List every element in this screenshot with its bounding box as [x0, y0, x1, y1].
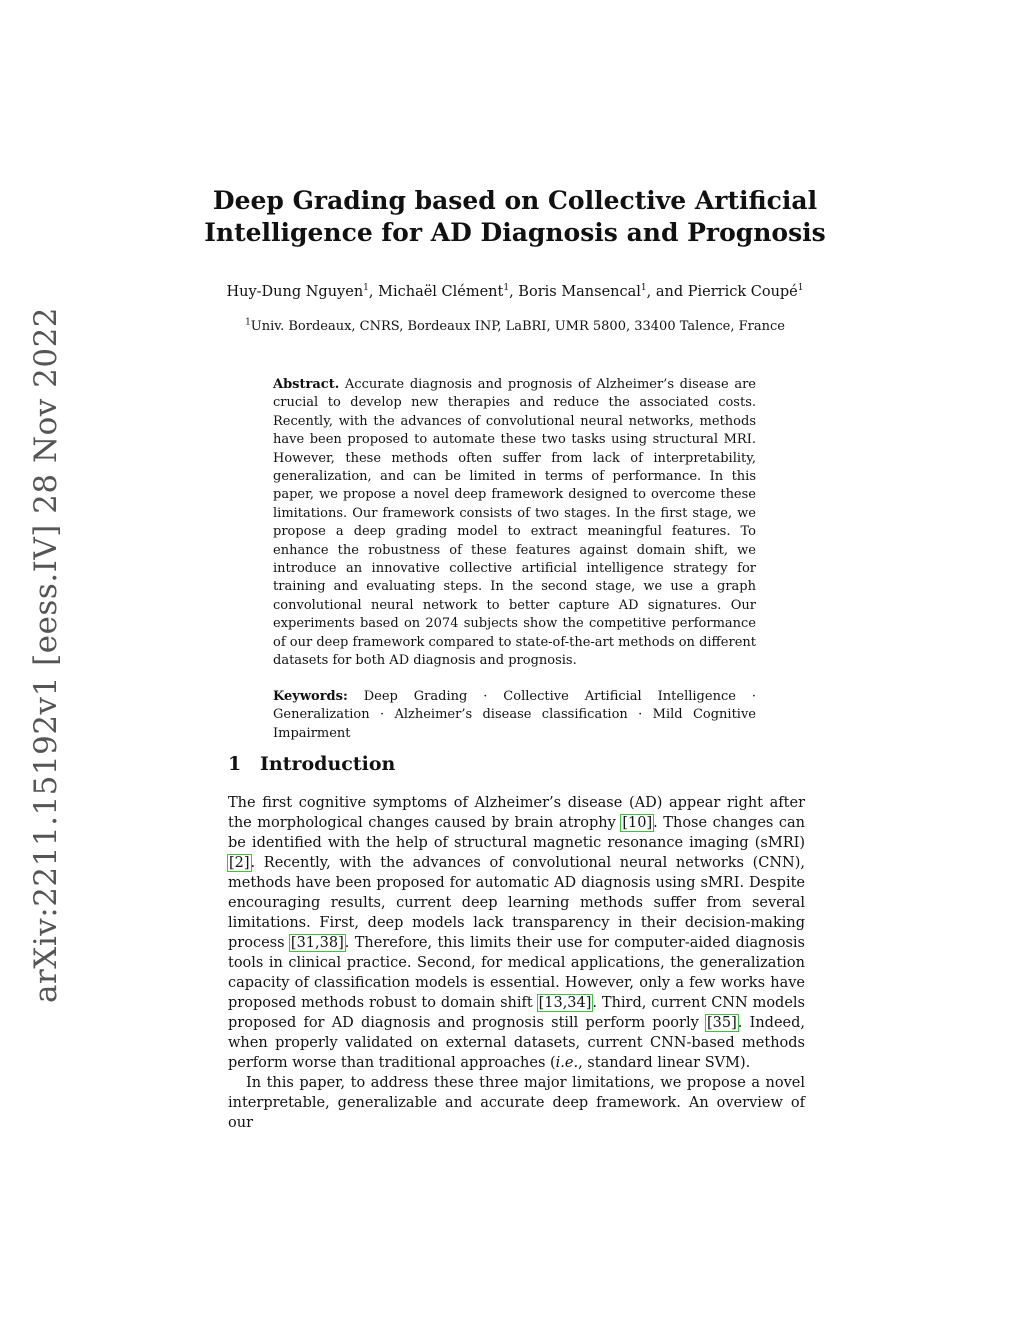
- affiliation-mark: 1: [503, 283, 510, 294]
- text-run: . Third, current CNN models proposed for AD diagnosis and prognosis still perform poorly: [228, 995, 805, 1031]
- text-run: . Therefore, this limits their use for computer-aided diagnosis tools in clinical practice. Second, for medical applications, the generalization capacity of classification models is essential. However, only a few works have proposed methods robust to domain shift: [228, 935, 805, 1011]
- author-name: , and Pierrick Coupé: [646, 284, 798, 300]
- text-run: . Indeed, when properly validated on external datasets, current CNN-based methods perform worse than traditional approaches (: [228, 1015, 805, 1071]
- affiliation: [180, 319, 850, 334]
- title-line-1: Deep Grading based on Collective Artificial: [212, 186, 818, 215]
- paragraph: [228, 793, 805, 1073]
- abstract: [273, 376, 756, 671]
- paper-title: [200, 185, 830, 249]
- arxiv-identifier-stamp: arXiv:2211.15192v1 [eess.IV] 28 Nov 2022: [28, 306, 64, 1004]
- author-list: [180, 284, 850, 300]
- introduction-body: [228, 793, 805, 1133]
- affiliation-mark: 1: [363, 283, 369, 294]
- keywords: [273, 688, 756, 743]
- citation-link[interactable]: [31,38]: [290, 935, 344, 951]
- abstract-label: Abstract.: [273, 377, 340, 392]
- affiliation-text: Univ. Bordeaux, CNRS, Bordeaux INP, LaBRI, UMR 5800, 33400 Talence, France: [250, 319, 785, 334]
- author-name: , Michaël Clément: [368, 284, 504, 300]
- text-run: , standard linear SVM).: [578, 1055, 751, 1071]
- affiliation-mark: 1: [245, 317, 251, 328]
- author-name: Huy-Dung Nguyen: [226, 284, 364, 300]
- title-line-2: Intelligence for AD Diagnosis and Prognosis: [204, 218, 826, 247]
- citation-link[interactable]: [10]: [622, 815, 653, 831]
- affiliation-mark: 1: [640, 283, 647, 294]
- citation-link[interactable]: [2]: [229, 855, 250, 871]
- text-run: The first cognitive symptoms of Alzheimer’s disease (AD) appear right after the morphological changes caused by brain atrophy: [228, 795, 805, 831]
- citation-link[interactable]: [13,34]: [538, 995, 592, 1011]
- keywords-text: Deep Grading · Collective Artificial Intelligence · Generalization · Alzheimer’s disease classification · Mild Cognitive Impairment: [273, 689, 756, 741]
- keywords-label: Keywords:: [273, 689, 348, 704]
- section-heading: [228, 753, 395, 775]
- text-run: In this paper, to address these three major limitations, we propose a novel interpretable, generalizable and accurate deep framework. An overview of our: [228, 1075, 805, 1131]
- abstract-text: Accurate diagnosis and prognosis of Alzheimer’s disease are crucial to develop new therapies and reduce the associated costs. Recently, with the advances of convolutional neural networks, methods have been proposed to automate these two tasks using structural MRI. However, these methods often suffer from lack of interpretability, generalization, and can be limited in terms of performance. In this paper, we propose a novel deep framework designed to overcome these limitations. Our framework consists of two stages. In the first stage, we propose a deep grading model to extract meaningful features. To enhance the robustness of these features against domain shift, we introduce an innovative collective artificial intelligence strategy for training and evaluating steps. In the second stage, we use a graph convolutional neural network to better capture AD signatures. Our experiments based on 2074 subjects show the competitive performance of our deep framework compared to state-of-the-art methods on different datasets for both AD diagnosis and prognosis.: [273, 377, 756, 669]
- text-run: . Recently, with the advances of convolutional neural networks (CNN), methods have been proposed for automatic AD diagnosis using sMRI. Despite encouraging results, current deep learning methods suffer from several limitations. First, deep models lack transparency in their decision-making process: [228, 855, 805, 951]
- text-run-italic: i.e.: [555, 1055, 579, 1071]
- affiliation-mark: 1: [797, 283, 804, 294]
- text-run: . Those changes can be identified with the help of structural magnetic resonance imaging (sMRI): [228, 815, 805, 851]
- section-number: 1: [228, 753, 242, 775]
- citation-link[interactable]: [35]: [707, 1015, 737, 1031]
- paragraph: [228, 1073, 805, 1133]
- author-name: , Boris Mansencal: [509, 284, 641, 300]
- section-title: Introduction: [260, 753, 396, 775]
